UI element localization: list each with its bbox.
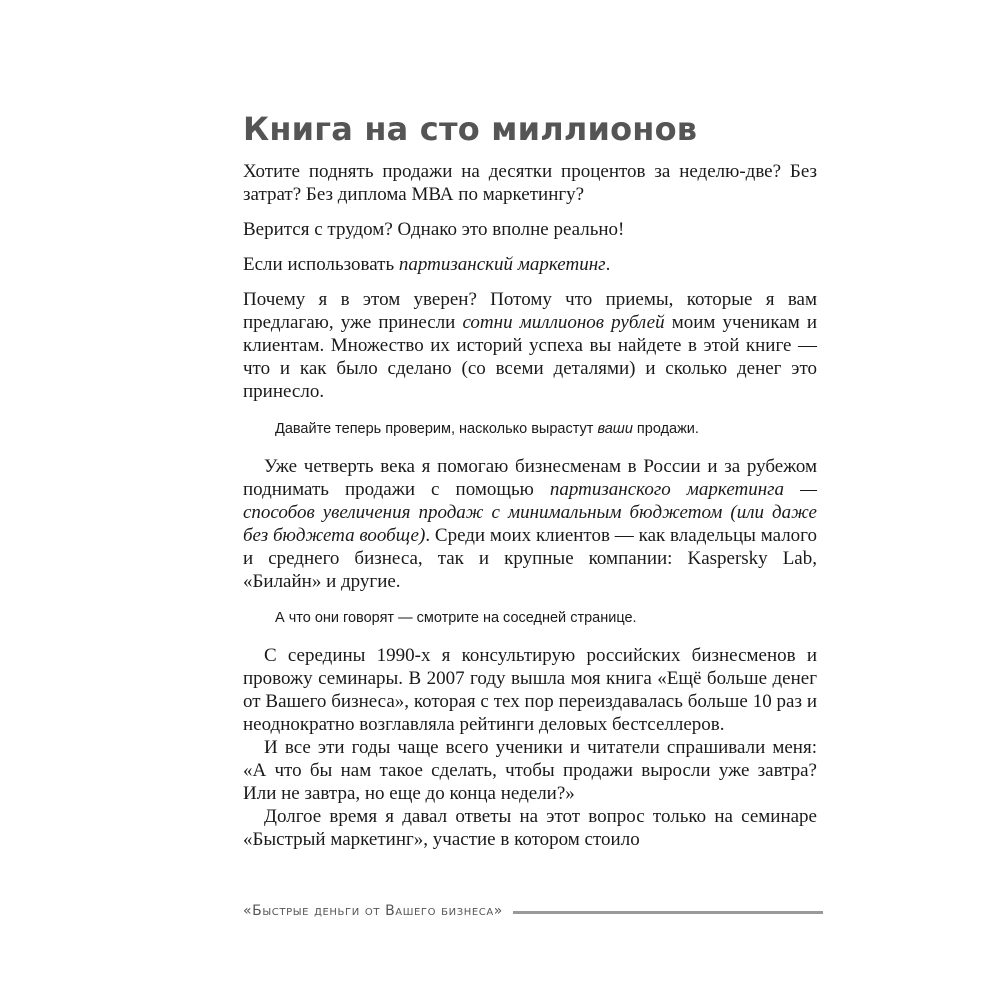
paragraph-since-1990s: С середины 1990-х я консультирую российских бизнесменов и провожу семинары. В 2007 году вышла моя книга «Ещё больше денег от Вашего бизнеса», которая с тех пор переиздавалась больше 10 раз и неоднократно возглавляла рейтинги деловых бестселлеров.	[243, 645, 817, 735]
running-footer	[243, 899, 823, 923]
paragraph-readers-ask: И все эти годы чаще всего ученики и читатели спрашивали меня: «А что бы нам такое сделать, чтобы продажи выросли уже завтра? Или не завтра, но еще до конца недели?»	[243, 737, 817, 804]
emphasis-guerrilla: партизанский маркетинг	[398, 254, 606, 275]
page-title: Книга на сто миллионов	[243, 110, 698, 148]
emphasis-guerrilla-definition: партизанского маркетинга — способов увеличения продаж с минимальным бюджетом (или даже без бюджета вообще)	[243, 479, 818, 546]
paragraph-quarter-century: Уже четверть века я помогаю бизнесменам в России и за рубежом поднимать продажи с помощью партизанского маркетинга — способов увеличения продаж с минимальным бюджетом (или даже без бюджета вообще). Среди моих клиентов — как владельцы малого и среднего бизнеса, так и крупные компании: Kaspersky Lab, «Билайн» и другие.	[243, 456, 818, 592]
page-content	[243, 108, 817, 851]
footer-book-title: «Быстрые деньги от Вашего бизнеса»	[243, 903, 503, 919]
footer-rule	[513, 911, 823, 914]
paragraph-long-time: Долгое время я давал ответы на этот вопрос только на семинаре «Быстрый маркетинг», участие в котором стоило	[243, 806, 817, 850]
paragraph-why-sure: Почему я в этом уверен? Потому что приемы, которые я вам предлагаю, уже принесли сотни миллионов рублей моим ученикам и клиентам. Множество их историй успеха вы найдете в этой книге — что и как было сделано (со всеми деталями) и сколько денег это принесло.	[243, 289, 818, 402]
paragraph-intro: Хотите поднять продажи на десятки процентов за неделю-две? Без затрат? Без диплома МВА по маркетингу?	[243, 161, 817, 205]
paragraph-guerrilla: Если использовать партизанский маркетинг.	[243, 254, 611, 275]
side-note-check-sales: Давайте теперь проверим, насколько вырастут ваши продажи.	[275, 421, 699, 437]
paragraph-believe: Верится с трудом? Однако это вполне реально!	[243, 219, 625, 240]
emphasis-your: ваши	[597, 421, 633, 437]
side-note-testimonials: А что они говорят — смотрите на соседней странице.	[275, 610, 637, 626]
emphasis-hundreds-millions: сотни миллионов рублей	[462, 312, 665, 333]
